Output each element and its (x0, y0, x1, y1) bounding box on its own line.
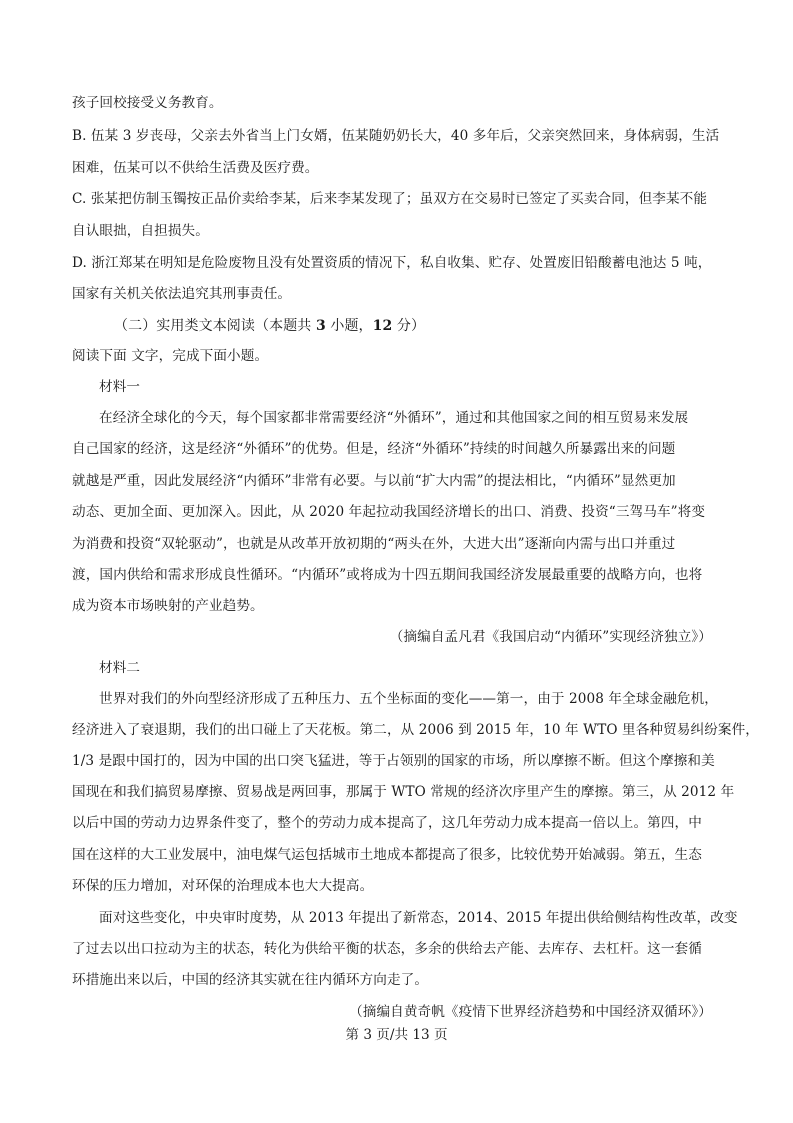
option-c-line-2: 自认眼拙，自担损失。 (72, 223, 209, 239)
section-heading: （二）实用类文本阅读（本题共 3 小题，12 分） (114, 318, 426, 334)
material-two-paragraph-line: 国现在和我们搞贸易摩擦、贸易战是两回事，那属于 WTO 常规的经济次序里产生的摩擦。第三，从 2012 年 (72, 784, 735, 800)
material-two-paragraph-line: 国在这样的大工业发展中，油电煤气运包括城市土地成本都提高了很多，比较优势开始减弱。第五，生态 (72, 847, 702, 863)
material-two-source: （摘编自黄奇帆《疫情下世界经济趋势和中国经济双循环》） (349, 1004, 712, 1020)
material-two-paragraph-line: 面对这些变化，中央审时度势，从 2013 年提出了新常态，2014、2015 年提出供给侧结构性改革，改变 (99, 910, 738, 926)
option-a-continuation: 孩子回校接受义务教育。 (72, 95, 223, 111)
page-footer: 第 3 页/共 13 页 (345, 1027, 448, 1043)
material-one-paragraph-line: 自己国家的经济，这是经济“外循环”的优势。但是，经济“外循环”持续的时间越久所暴露出来的问题 (72, 441, 676, 457)
reading-instruction: 阅读下面 文字，完成下面小题。 (72, 348, 269, 364)
material-two-paragraph-line: 世界对我们的外向型经济形成了五种压力、五个坐标面的变化——第一，由于 2008 年全球金融危机， (99, 691, 718, 707)
material-two-paragraph-line: 以后中国的劳动力边界条件变了，整个的劳动力成本提高了，这几年劳动力成本提高一倍以上。第四，中 (72, 815, 702, 831)
material-one-paragraph-line: 为消费和投资“双轮驱动”，也就是从改革开放初期的“两头在外，大进大出”逐渐向内需与出口并重过 (72, 536, 676, 552)
option-c-line-1: C. 张某把仿制玉镯按正品价卖给李某，后来李某发现了；虽双方在交易时已签定了买卖合同，但李某不能 (72, 191, 708, 207)
option-b-line-2: 困难，伍某可以不供给生活费及医疗费。 (72, 160, 319, 176)
option-b-line-1: B. 伍某 3 岁丧母，父亲去外省当上门女婿，伍某随奶奶长大，40 多年后，父亲突然回来，身体病弱，生活 (72, 128, 720, 144)
material-two-paragraph-line: 经济进入了衰退期，我们的出口碰上了天花板。第二，从 2006 到 2015 年，10 年 WTO 里各种贸易纠纷案件， (72, 722, 759, 738)
material-two-paragraph-line: 1/3 是跟中国打的，因为中国的出口突飞猛进，等于占领别的国家的市场，所以摩擦不断。但这个摩擦和美 (72, 753, 715, 769)
option-d-line-2: 国家有关机关依法追究其刑事责任。 (72, 286, 292, 302)
material-two-paragraph-line: 环保的压力增加，对环保的治理成本也大大提高。 (72, 878, 374, 894)
material-one-paragraph-line: 在经济全球化的今天，每个国家都非常需要经济“外循环”，通过和其他国家之间的相互贸易来发展 (99, 410, 689, 426)
material-one-paragraph-line: 渡，国内供给和需求形成良性循环。“内循环”或将成为十四五期间我国经济发展最重要的战略方向，也将 (72, 567, 703, 583)
material-one-source: （摘编自孟凡君《我国启动“内循环”实现经济独立》） (389, 629, 712, 645)
material-two-label: 材料二 (99, 660, 141, 676)
material-two-paragraph-line: 环措施出来以后，中国的经济其实就在往内循环方向走了。 (72, 972, 429, 988)
material-one-paragraph-line: 动态、更加全面、更加深入。因此，从 2020 年起拉动我国经济增长的出口、消费、投资“三驾马车”将变 (72, 504, 706, 520)
option-d-line-1: D. 浙江郑某在明知是危险废物且没有处置资质的情况下，私自收集、贮存、处置废旧铅酸蓄电池达 5 吨， (72, 255, 712, 271)
material-one-paragraph-line: 成为资本市场映射的产业趋势。 (72, 598, 264, 614)
material-one-label: 材料一 (99, 379, 141, 395)
material-two-paragraph-line: 了过去以出口拉动为主的状态，转化为供给平衡的状态，多余的供给去产能、去库存、去杠杆。这一套循 (72, 941, 702, 957)
material-one-paragraph-line: 就越是严重，因此发展经济“内循环”非常有必要。与以前“扩大内需”的提法相比，“内循环”显然更加 (72, 473, 676, 489)
